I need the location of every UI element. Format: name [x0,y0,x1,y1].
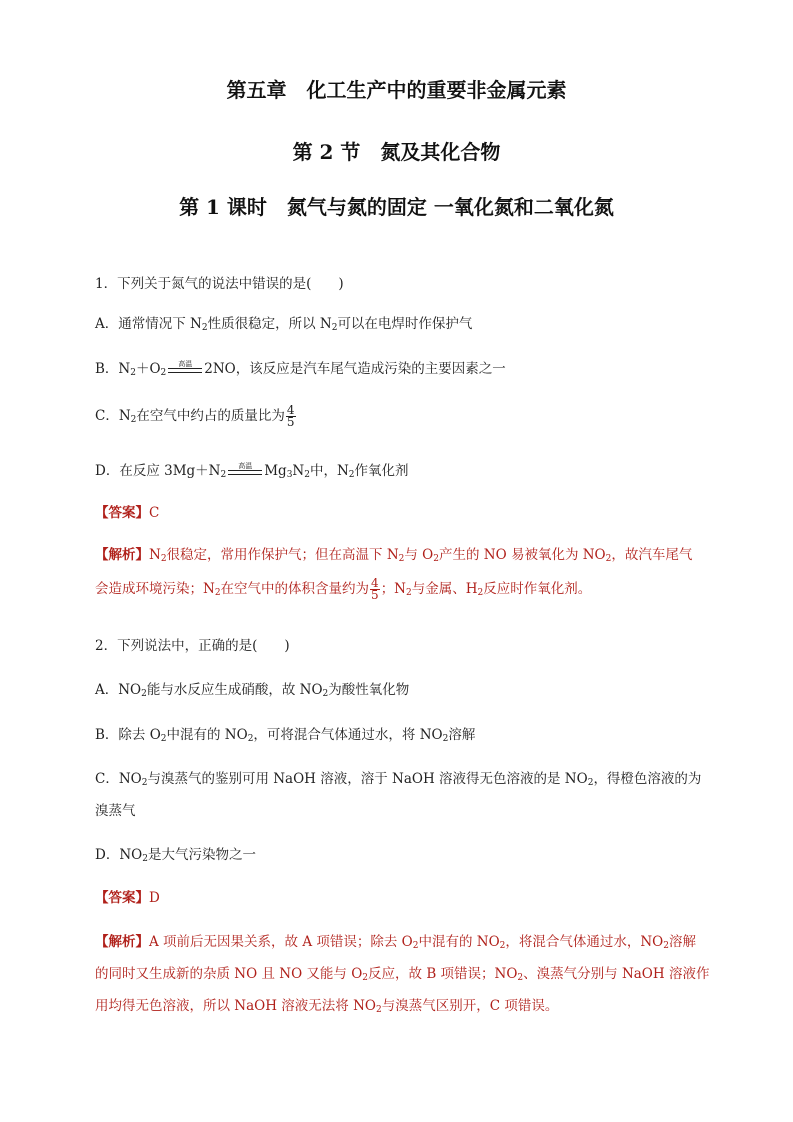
reaction-condition-arrow: 高温 [228,462,262,475]
q1-option-a: A．通常情况下 $N_2$性质很稳定，所以 $N_2$可以在电焊时作保护气 [95,316,473,333]
q2-answer: 【答案】D [95,890,160,906]
q1-answer: 【答案】C [95,505,160,521]
q1-analysis-line-1: 【解析】$N_2$很稳定，常用作保护气；但在高温下 $N_2$与 $O_2$产生的 NO 易被氧化为 $NO_2$，故汽车尾气 [95,547,693,564]
fraction: $\frac{4}{5}$ [371,576,379,602]
q1-analysis-line-2: 会造成环境污染；$N_2$在空气中的体积含量约为 $\frac{4}{5}$ ；$N_2$与金属、$H_2$反应时作氧化剂。 [95,576,592,602]
q2-option-c-line-2: 溴蒸气 [95,803,136,819]
q2-option-a: A．$NO_2$能与水反应生成硝酸，故 $NO_2$为酸性氧化物 [95,682,410,699]
chapter-title: 第五章 化工生产中的重要非金属元素 [226,78,567,102]
q2-stem: 2．下列说法中，正确的是( ) [95,638,290,654]
q2-option-d: D．$NO_2$是大气污染物之一 [95,847,256,864]
q2-analysis-line-2: 的同时又生成新的杂质 NO 且 NO 又能与 $O_2$反应，故 B 项错误；$NO_2$、溴蒸气分别与 NaOH 溶液作 [95,966,710,983]
reaction-condition-arrow: 高温 [168,360,202,373]
q1-option-d: D．在反应 $3Mg+N_2$ 高温 $Mg_3N_2$中，$N_2$作氧化剂 [95,462,409,480]
lesson-title: 第 1 课时 氮气与氮的固定 一氧化氮和二氧化氮 [179,195,614,219]
q2-option-b: B．除去 $O_2$中混有的 $NO_2$，可将混合气体通过水，将 $NO_2$溶解 [95,727,476,744]
section-title: 第 2 节 氮及其化合物 [292,140,501,164]
q2-analysis-line-1: 【解析】A 项前后无因果关系，故 A 项错误；除去 $O_2$中混有的 $NO_2$，将混合气体通过水，$NO_2$溶解 [95,934,696,951]
fraction: $\frac{4}{5}$ [286,403,295,429]
q1-option-c: C．$N_2$在空气中约占的质量比为 $\frac{4}{5}$ [95,403,295,429]
q2-analysis-line-3: 用均得无色溶液，所以 NaOH 溶液无法将 $NO_2$与溴蒸气区别开，C 项错误。 [95,998,559,1015]
q2-option-c-line-1: C．$NO_2$与溴蒸气的鉴别可用 NaOH 溶液，溶于 NaOH 溶液得无色溶液的是 $NO_2$，得橙色溶液的为 [95,771,702,788]
q1-option-b: B．$N_2+O_2$ 高温 2NO，该反应是汽车尾气造成污染的主要因素之一 [95,360,506,378]
q1-stem: 1．下列关于氮气的说法中错误的是( ) [95,276,344,292]
